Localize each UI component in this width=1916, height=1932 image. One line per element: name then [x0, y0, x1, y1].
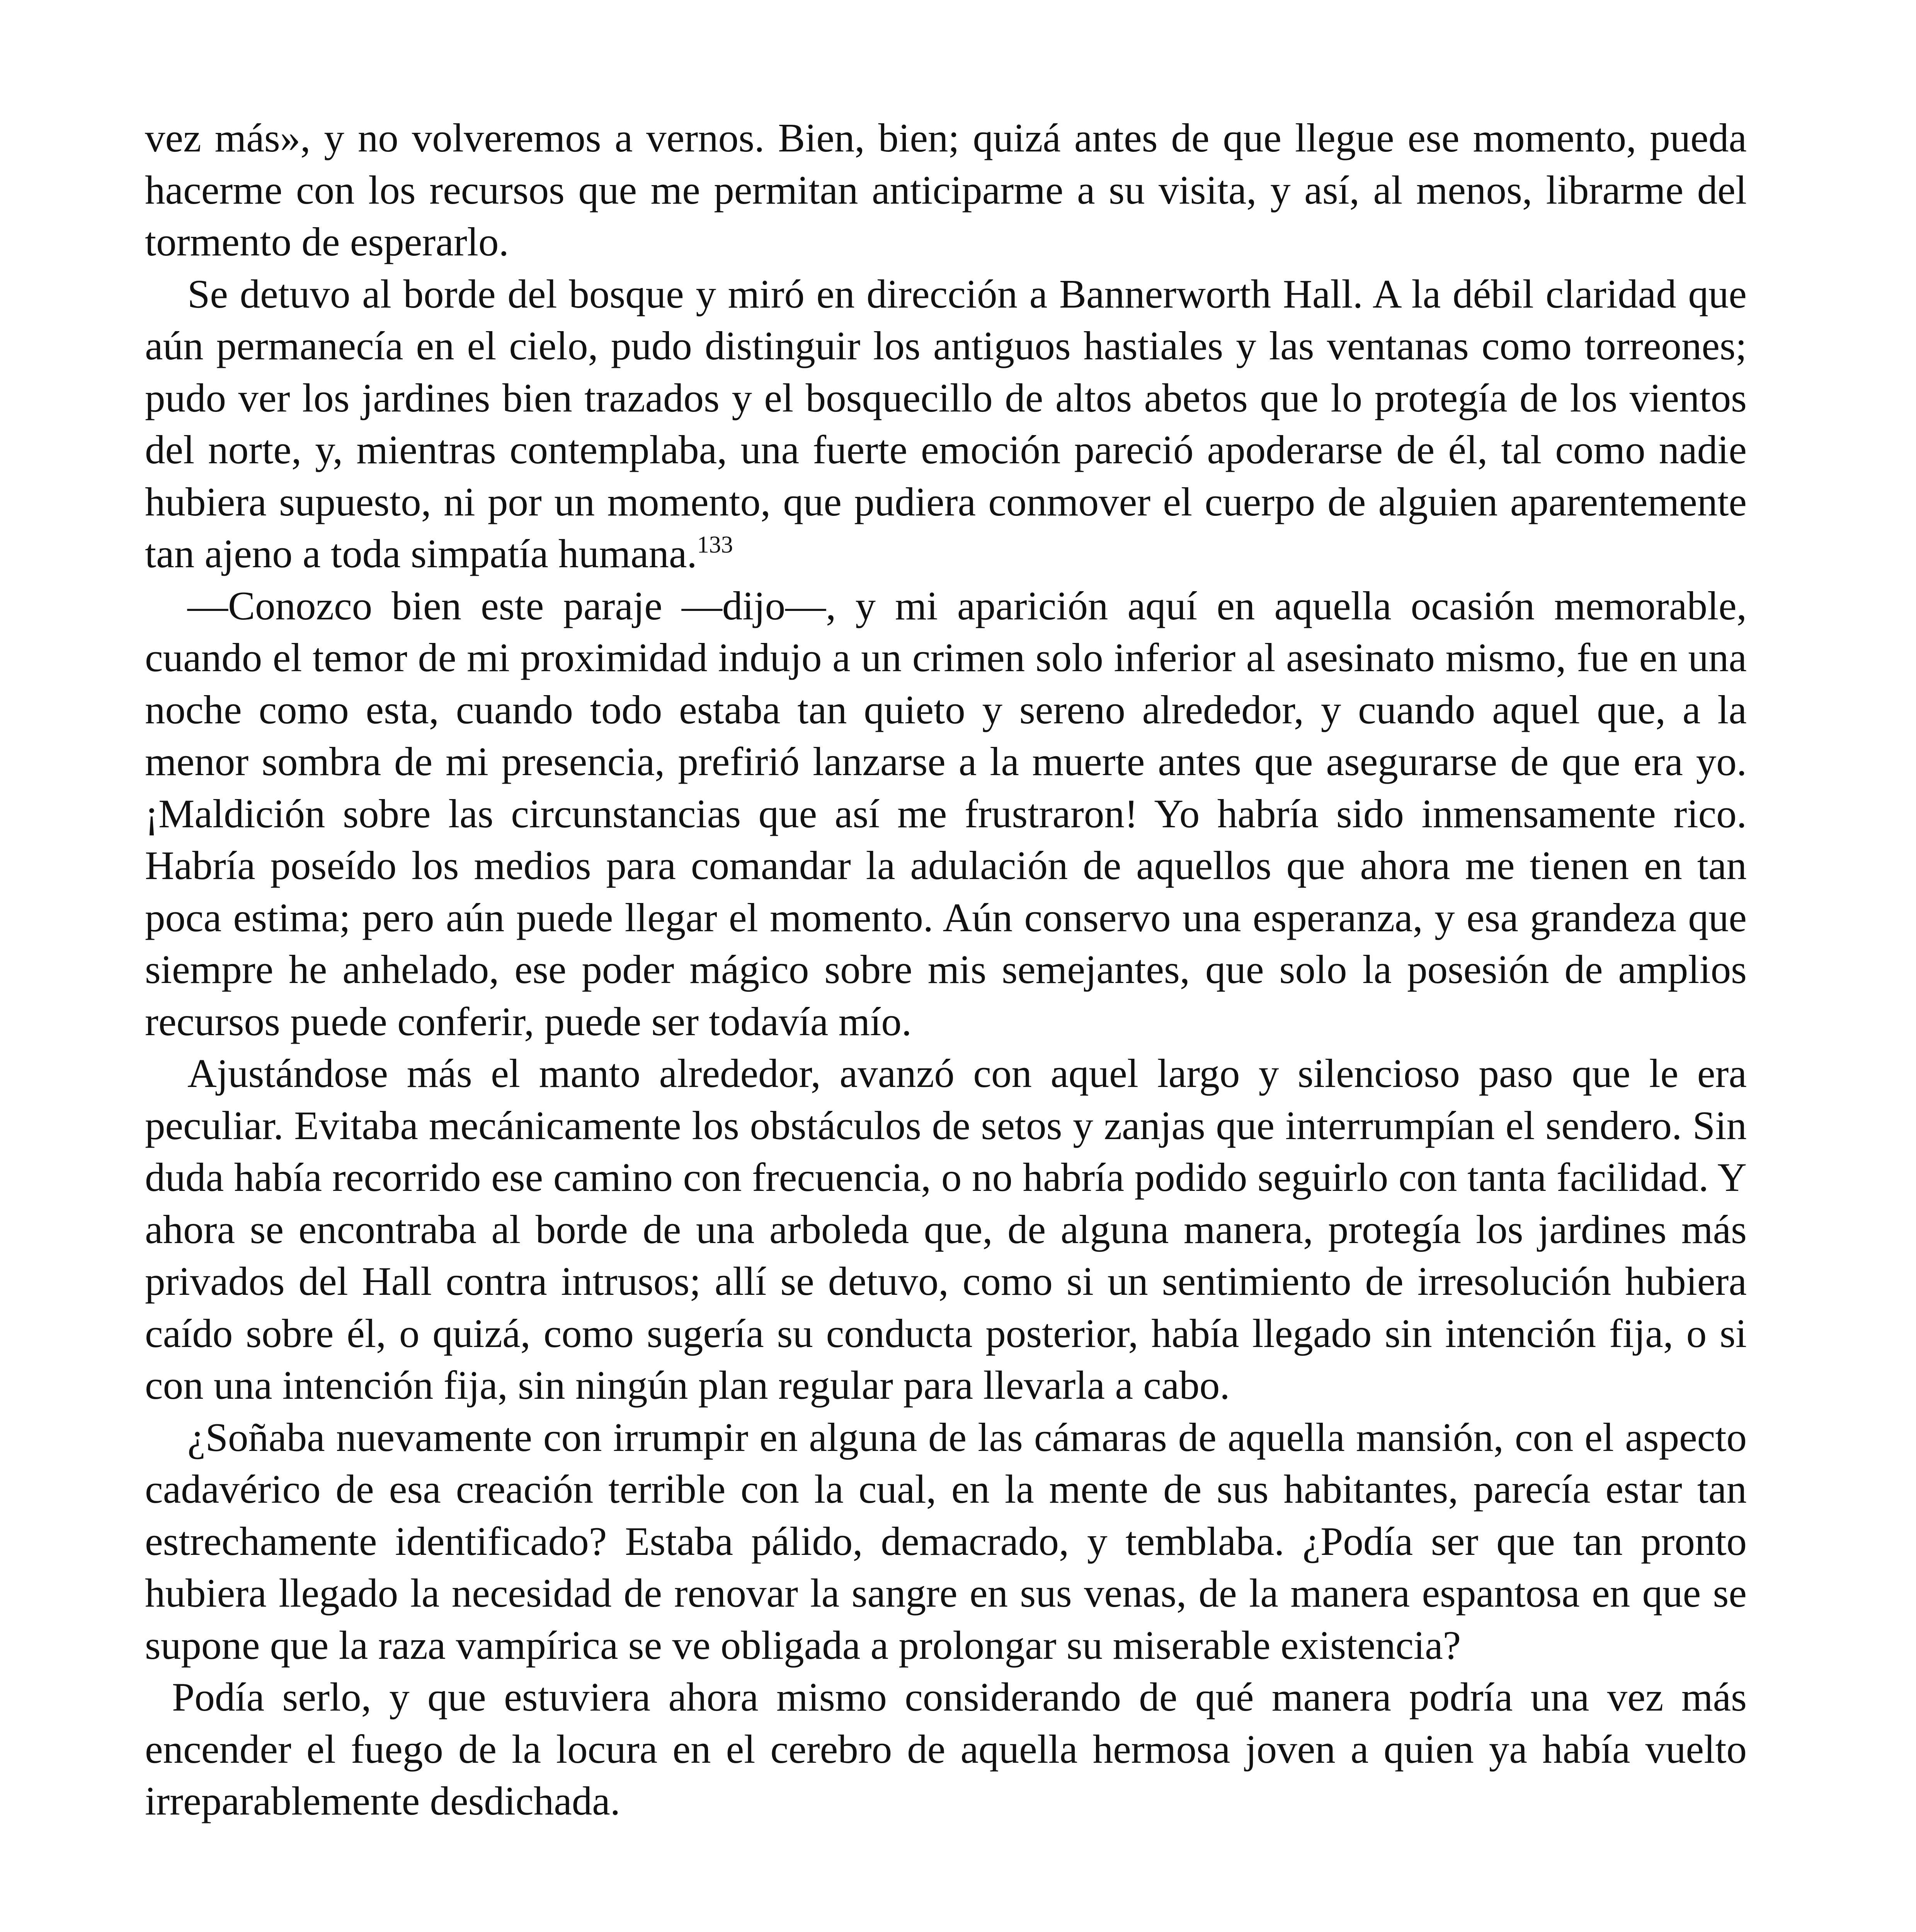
paragraph-6: Podía serlo, y que estuviera ahora mismo considerando de qué manera podría una vez más encender el fuego de la locura en el cerebro de aquella hermosa joven a quien ya había vuelto irreparablemente desdichada. — [145, 1674, 1747, 1823]
paragraph-5: ¿Soñaba nuevamente con irrumpir en alguna de las cámaras de aquella mansión, con el aspecto cadavérico de esa creación terrible con la cual, en la mente de sus habitantes, parecía estar tan estrechamente identificado? Estaba pálido, demacrado, y temblaba. ¿Podía ser que tan pronto hubiera llegado la necesidad de renovar la sangre en sus venas, de la manera espantosa en que se supone que la raza vampírica se ve obligada a prolongar su miserable existencia? — [145, 1414, 1747, 1668]
footnote-reference[interactable]: 133 — [697, 532, 733, 558]
body-text — [145, 112, 1747, 1827]
paragraph-3: —Conozco bien este paraje —dijo—, y mi aparición aquí en aquella ocasión memorable, cuando el temor de mi proximidad indujo a un crimen solo inferior al asesinato mismo, fue en una noche como esta, cuando todo estaba tan quieto y sereno alrededor, y cuando aquel que, a la menor sombra de mi presencia, prefirió lanzarse a la muerte antes que asegurarse de que era yo. ¡Maldición sobre las circunstancias que así me frustraron! Yo habría sido inmensamente rico. Habría poseído los medios para comandar la adulación de aquellos que ahora me tienen en tan poca estima; pero aún puede llegar el momento. Aún conservo una esperanza, y esa grandeza que siempre he anhelado, ese poder mágico sobre mis semejantes, que solo la posesión de amplios recursos puede conferir, puede ser todavía mío. — [145, 583, 1747, 1044]
paragraph-1: vez más», y no volveremos a vernos. Bien, bien; quizá antes de que llegue ese momento, pueda hacerme con los recursos que me permitan anticiparme a su visita, y así, al menos, librarme del tormento de esperarlo. — [145, 115, 1747, 264]
paragraph-2-text: Se detuvo al borde del bosque y miró en dirección a Bannerworth Hall. A la débil claridad que aún permanecía en el cielo, pudo distinguir los antiguos hastiales y las ventanas como torreones; pudo ver los jardines bien trazados y el bosquecillo de altos abetos que lo protegía de los vientos del norte, y, mientras contemplaba, una fuerte emoción pareció apoderarse de él, tal como nadie hubiera supuesto, ni por un momento, que pudiera conmover el cuerpo de alguien aparentemente tan ajeno a toda simpatía humana. — [145, 271, 1747, 576]
paragraph-4: Ajustándose más el manto alrededor, avanzó con aquel largo y silencioso paso que le era peculiar. Evitaba mecánicamente los obstáculos de setos y zanjas que interrumpían el sendero. Sin duda había recorrido ese camino con frecuencia, o no habría podido seguirlo con tanta facilidad. Y ahora se encontraba al borde de una arboleda que, de alguna manera, protegía los jardines más privados del Hall contra intrusos; allí se detuvo, como si un sentimiento de irresolución hubiera caído sobre él, o quizá, como sugería su conducta posterior, había llegado sin intención fija, o si con una intención fija, sin ningún plan regular para llevarla a cabo. — [145, 1051, 1747, 1408]
paragraph-2 — [145, 268, 1747, 580]
